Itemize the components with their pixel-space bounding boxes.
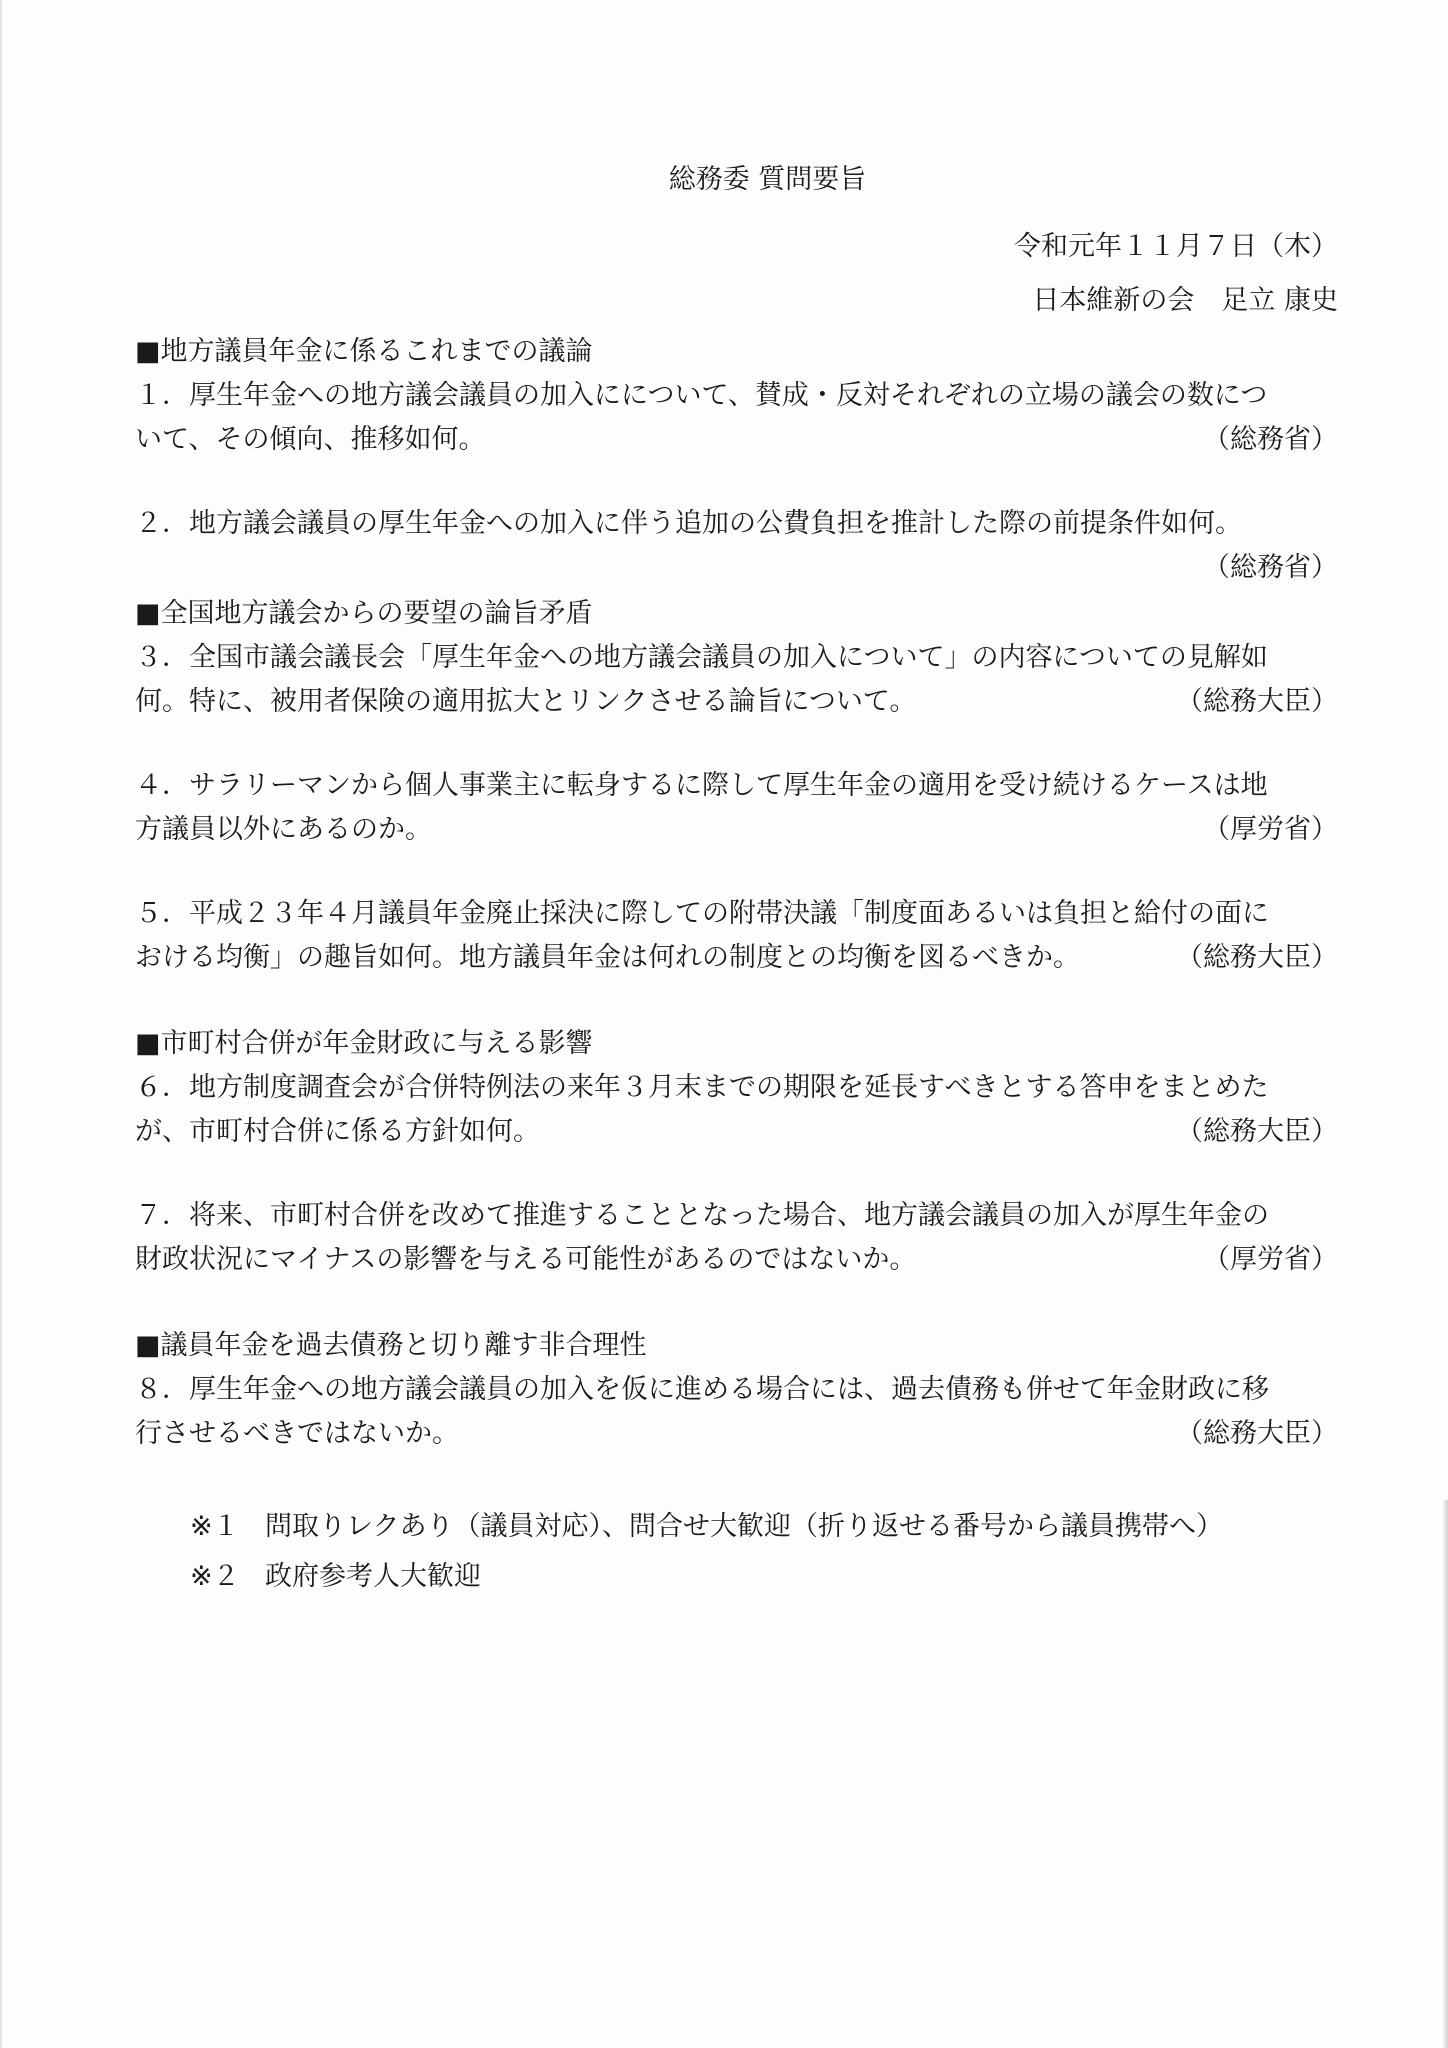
spacer [135,724,1350,764]
scan-edge-left [0,0,3,2048]
question-line-row [135,1238,1350,1282]
ministry-label: （総務大臣） [1176,686,1338,717]
ministry-label: （総務省） [1203,552,1338,583]
ministry-label: （総務大臣） [1176,1116,1338,1147]
note-mark: ※２ [190,1561,240,1592]
note-text: 政府参考人大歓迎 [265,1561,481,1592]
spacer [135,1282,1350,1322]
note-item [190,1502,1350,1552]
document-author: 日本維新の会 足立 康史 [1032,285,1338,316]
spacer [135,852,1350,892]
question-line: おける均衡」の趣旨如何。地方議員年金は何れの制度との均衡を図るべきか。 [135,942,1080,973]
document-body [135,158,1350,1602]
spacer [135,1154,1350,1194]
question-line: 行させるべきではないか。 [135,1418,459,1449]
scan-edge-right [1442,1500,1448,2048]
question-6 [135,1066,1350,1154]
question-4 [135,764,1350,852]
question-line: ４．サラリーマンから個人事業主に転身するに際して厚生年金の適用を受け続けるケースは地 [135,770,1268,801]
section-heading: ■市町村合併が年金財政に与える影響 [135,1028,593,1059]
question-line: が、市町村合併に係る方針如何。 [135,1116,540,1147]
section-heading: ■全国地方議会からの要望の論旨矛盾 [135,598,593,629]
question-line: １．厚生年金への地方議会議員の加入にについて、賛成・反対それぞれの立場の議会の数につ [135,380,1268,411]
question-2 [135,502,1350,590]
question-5 [135,892,1350,980]
question-line-row [135,936,1350,980]
spacer [135,980,1350,1020]
note-item [190,1552,1350,1602]
document-date: 令和元年１１月７日（木） [1014,231,1338,262]
question-line: 何。特に、被用者保険の適用拡大とリンクさせる論旨について。 [135,686,917,717]
question-line: 財政状況にマイナスの影響を与える可能性があるのではないか。 [135,1244,917,1275]
question-line-row [135,1110,1350,1154]
section-heading: ■議員年金を過去債務と切り離す非合理性 [135,1330,647,1361]
question-3 [135,636,1350,724]
document-title: 総務委 質問要旨 [668,164,867,195]
ministry-label: （厚労省） [1203,814,1338,845]
question-line: ５．平成２３年４月議員年金廃止採決に際しての附帯決議「制度面あるいは負担と給付の面に [135,898,1269,929]
question-line-row [135,808,1350,852]
notes [135,1502,1350,1602]
question-line: ３．全国市議会議長会「厚生年金への地方議会議員の加入について」の内容についての見解如 [135,642,1268,673]
ministry-label: （総務大臣） [1176,942,1338,973]
question-8 [135,1368,1350,1456]
question-line-row [135,680,1350,724]
ministry-label: （総務省） [1203,424,1338,455]
ministry-label: （総務大臣） [1176,1418,1338,1449]
question-line-row [135,1412,1350,1456]
ministry-label: （厚労省） [1203,1244,1338,1275]
document-meta [135,220,1350,328]
spacer [135,462,1350,502]
question-line: ７．将来、市町村合併を改めて推進することとなった場合、地方議会議員の加入が厚生年金の [135,1200,1269,1231]
question-line: ８．厚生年金への地方議会議員の加入を仮に進める場合には、過去債務も併せて年金財政に移 [135,1374,1269,1405]
question-1 [135,374,1350,462]
question-line-row [135,418,1350,462]
section-heading: ■地方議員年金に係るこれまでの議論 [135,336,593,367]
question-line: 方議員以外にあるのか。 [135,814,432,845]
note-text: 問取りレクあり（議員対応）、問合せ大歓迎（折り返せる番号から議員携帯へ） [265,1511,1223,1542]
question-line: いて、その傾向、推移如何。 [135,424,486,455]
question-7 [135,1194,1350,1282]
note-mark: ※１ [190,1511,240,1542]
question-line: ６．地方制度調査会が合併特例法の来年３月末までの期限を延長すべきとする答申をまとめた [135,1072,1269,1103]
question-line: ２．地方議会議員の厚生年金への加入に伴う追加の公費負担を推計した際の前提条件如何。 [135,508,1242,539]
